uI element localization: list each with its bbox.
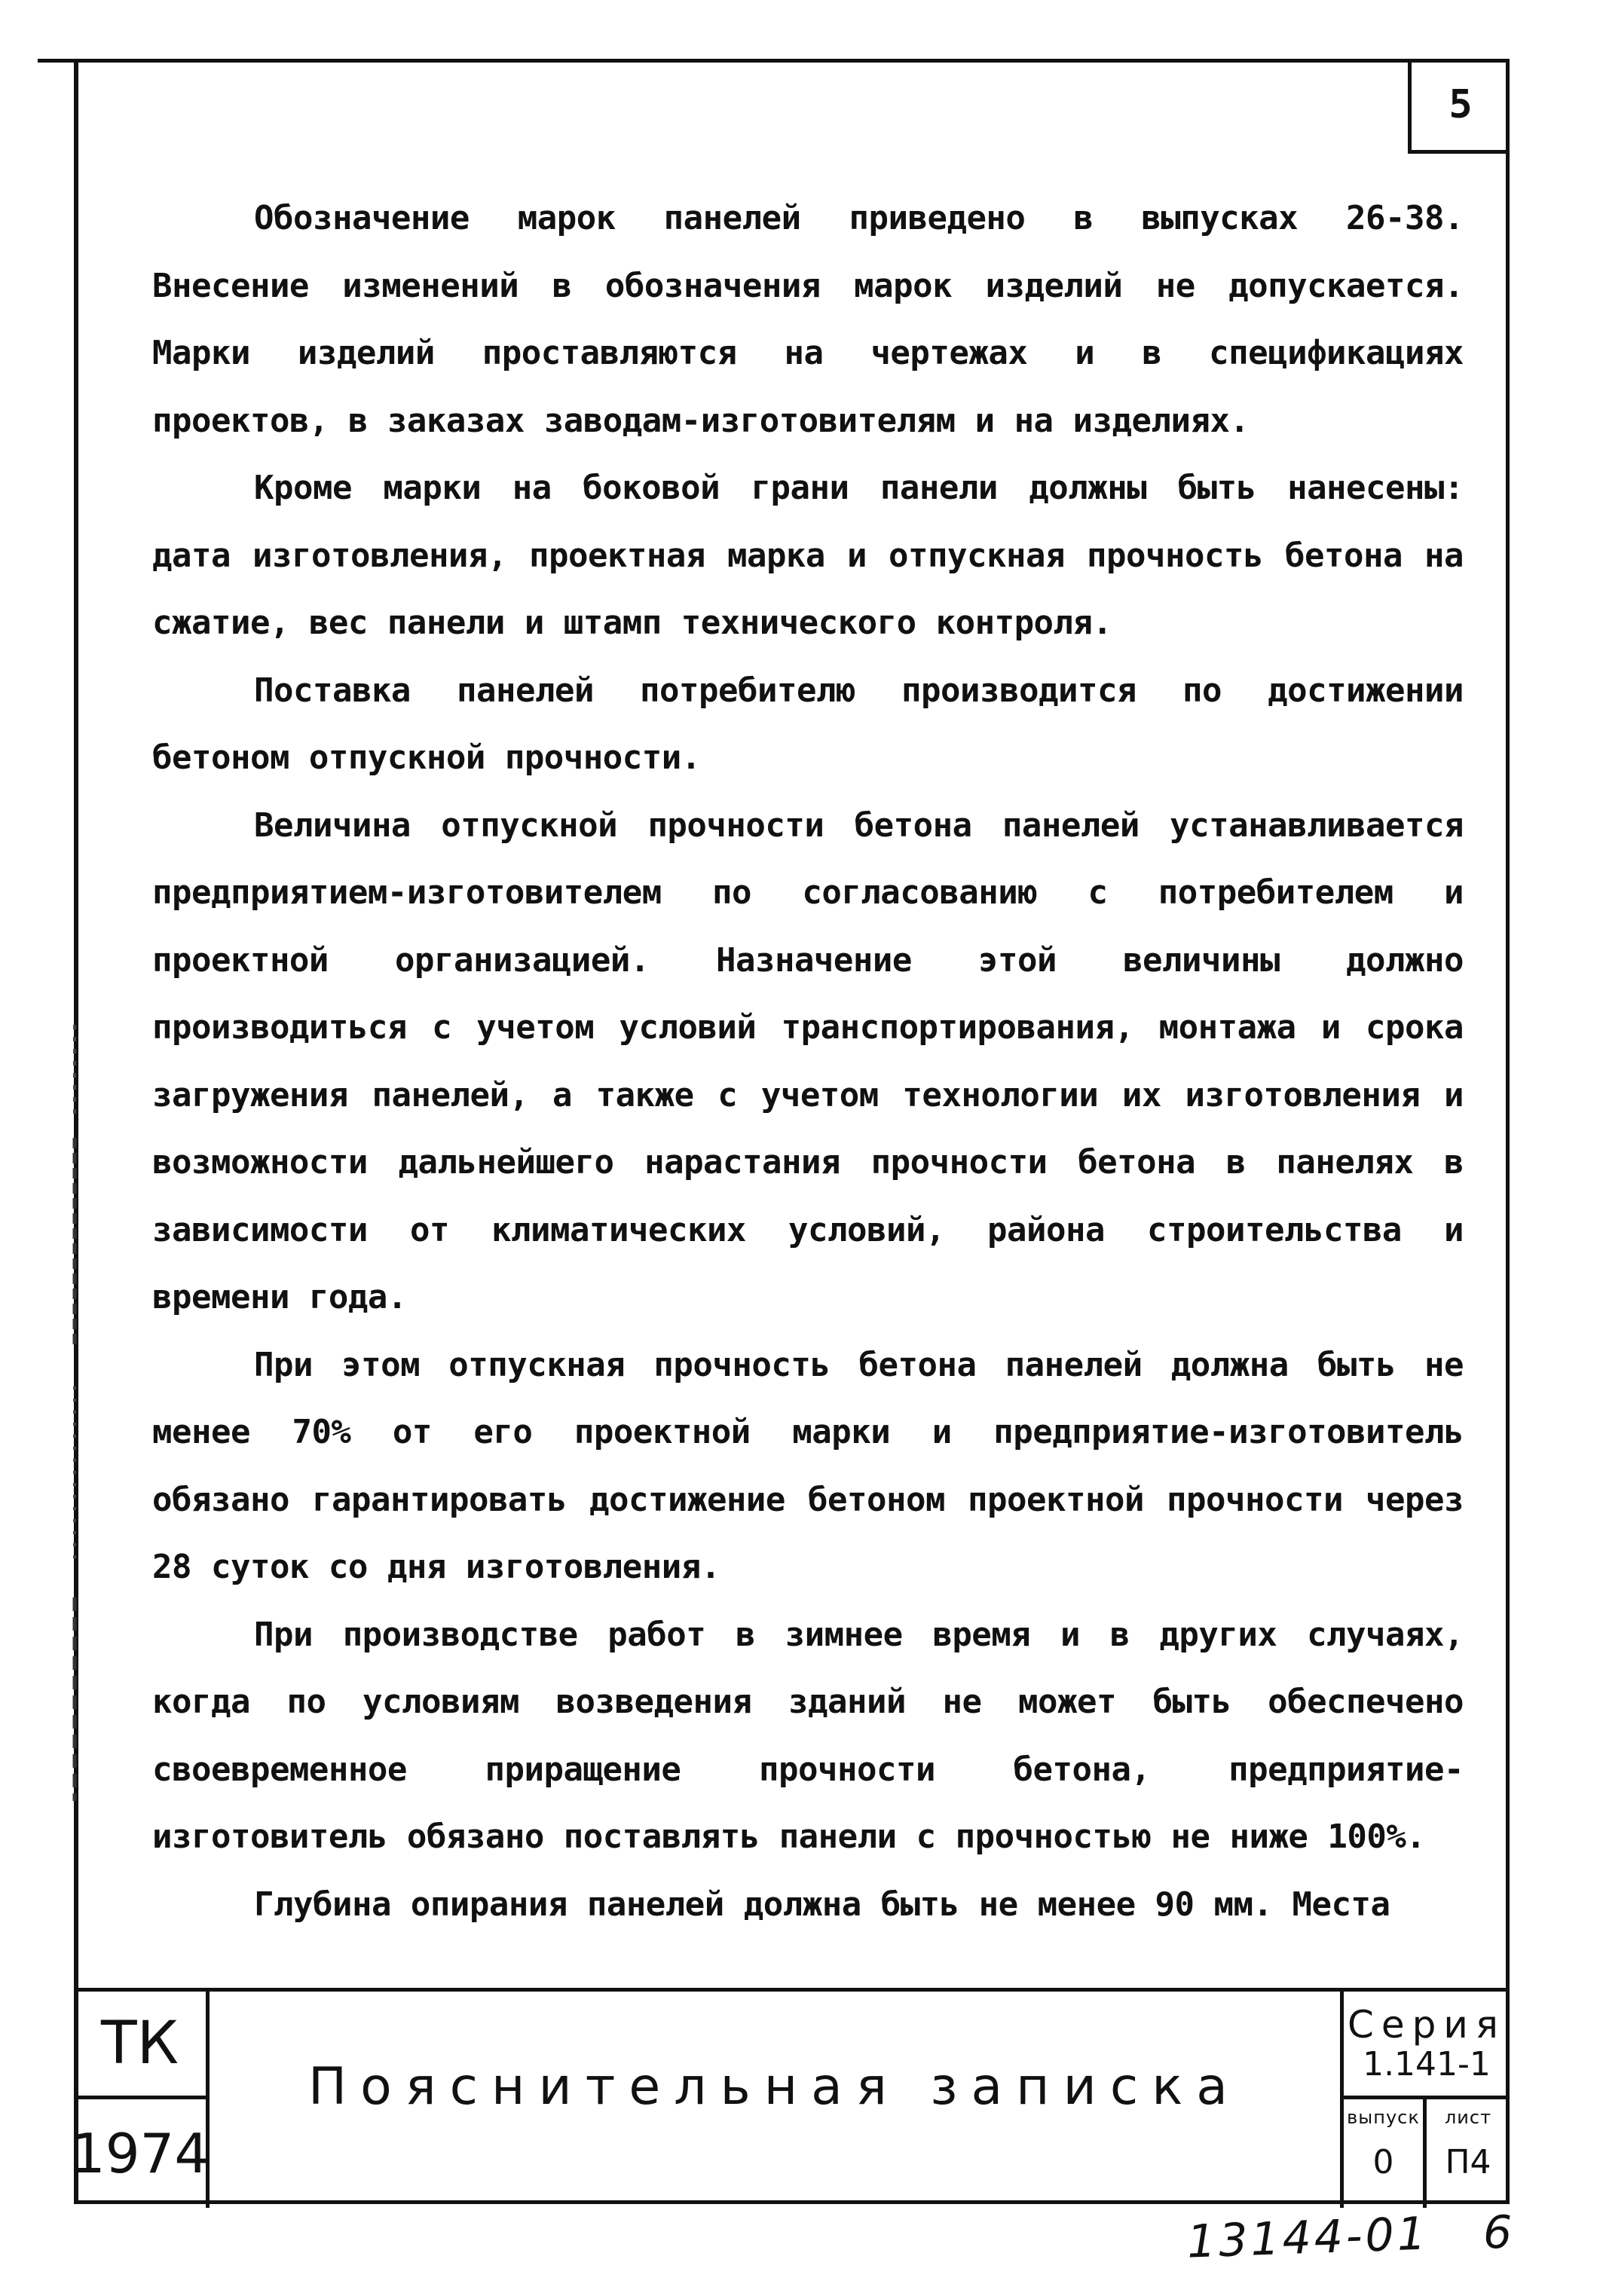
sheet-label: лист bbox=[1444, 2107, 1492, 2128]
sheet-cell bbox=[1427, 2099, 1510, 2208]
archive-sheet-number: 6 bbox=[1483, 2206, 1513, 2259]
archive-number: 13144-01 bbox=[1185, 2207, 1430, 2269]
binding-margin-marks bbox=[63, 1025, 86, 1801]
paragraph-bearing-depth: Глубина опирания панелей должна быть не менее 90 мм. Места bbox=[254, 1885, 1390, 1924]
document-year: 1974 bbox=[74, 2099, 210, 2208]
paragraph-marking: Обозначение марок панелей приведено в выпусках 26-38. Внесение изменений в обозначения марок изделий не допускается. Марки изделий проставляются на чертежах и в спецификациях проектов, в заказах заводам-изготовителям и на изделиях. bbox=[152, 199, 1464, 440]
paragraph-delivery: Поставка панелей потребителю производится по достижении бетоном отпускной прочности. bbox=[152, 671, 1464, 777]
paragraph-winter-work: При производстве работ в зимнее время и в других случаях, когда по условиям возведения зданий не может быть обеспечено своевременное приращение прочности бетона, предприятие-изготовитель обязано поставлять панели с прочностью не ниже 100%. bbox=[152, 1615, 1464, 1856]
series-label: Серия bbox=[1348, 2002, 1506, 2047]
series-value: 1.141-1 bbox=[1363, 2045, 1491, 2084]
issue-label: выпуск bbox=[1347, 2107, 1420, 2128]
sheet-value: П4 bbox=[1445, 2143, 1491, 2181]
issue-value: 0 bbox=[1372, 2143, 1394, 2181]
series-cell bbox=[1344, 1992, 1510, 2099]
paragraph-minimum-strength: При этом отпускная прочность бетона панелей должна быть не менее 70% от его проектной марки и предприятие-изготовитель обязано гарантировать достижение бетоном проектной прочности через 28 суток со дня изготовления. bbox=[152, 1345, 1464, 1586]
explanatory-note-text bbox=[152, 185, 1464, 1938]
page-number: 5 bbox=[1408, 59, 1510, 154]
document-title: Пояснительная записка bbox=[210, 1992, 1344, 2208]
title-block bbox=[70, 1988, 1510, 2204]
paragraph-release-strength: Величина отпускной прочности бетона панелей устанавливается предприятием-изготовителем по согласованию с потребителем и проектной организацией. Назначение этой величины должно производиться с учетом условий транспортирования, монтажа и срока загружения панелей, а также с учетом технологии их изготовления и возможности дальнейшего нарастания прочности бетона в панелях в зависимости от климатических условий, района строительства и времени года. bbox=[152, 806, 1464, 1316]
issue-cell bbox=[1344, 2099, 1427, 2208]
paragraph-side-face-labels: Кроме марки на боковой грани панели должны быть нанесены: дата изготовления, проектная марка и отпускная прочность бетона на сжатие, вес панели и штамп технического контроля. bbox=[152, 469, 1464, 642]
organization-code: ТК bbox=[74, 1992, 210, 2099]
